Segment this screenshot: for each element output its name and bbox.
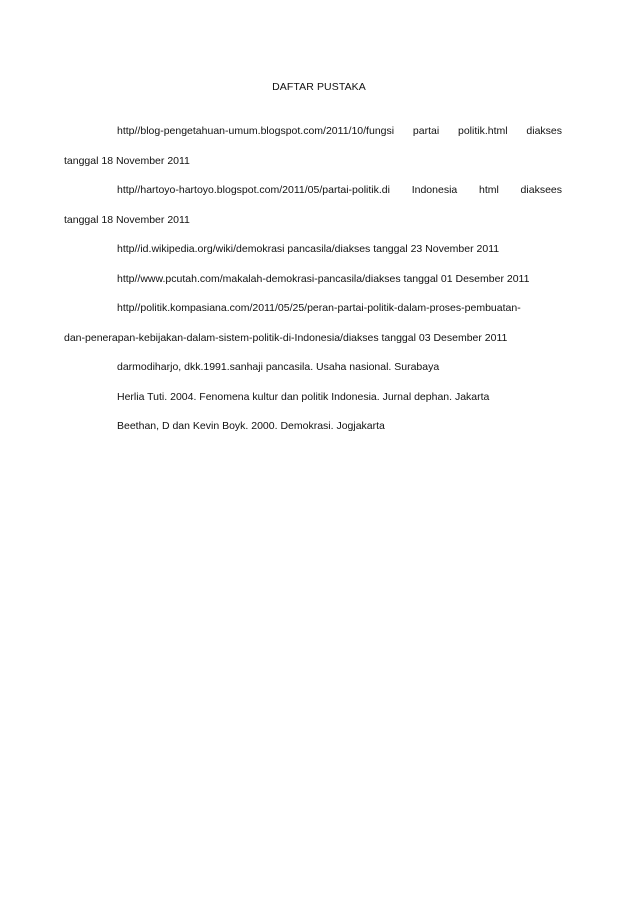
reference-line: darmodiharjo, dkk.1991.sanhaji pancasila. Usaha nasional. Surabaya [117,361,440,373]
reference-line-continuation: tanggal 18 November 2011 [64,154,190,167]
document-title: DAFTAR PUSTAKA [272,81,366,93]
reference-line-continuation: dan-penerapan-kebijakan-dalam-sistem-politik-di-Indonesia/diakses tanggal 03 Desember 2011 [64,331,508,344]
reference-item [64,176,562,235]
reference-item [64,294,562,353]
reference-line: http//blog-pengetahuan-umum.blogspot.com/2011/10/fungsi partai politik.html diakses [117,125,562,137]
reference-line-continuation: tanggal 18 November 2011 [64,213,190,226]
reference-line: http//hartoyo-hartoyo.blogspot.com/2011/05/partai-politik.di Indonesia html diaksees [117,184,562,196]
reference-list [64,117,562,442]
reference-item [64,353,562,383]
reference-line: Herlia Tuti. 2004. Fenomena kultur dan politik Indonesia. Jurnal dephan. Jakarta [117,390,490,403]
reference-item [64,383,562,413]
reference-line: http//www.pcutah.com/makalah-demokrasi-pancasila/diakses tanggal 01 Desember 2011 [117,272,530,285]
reference-item [64,265,562,295]
reference-item [64,117,562,176]
reference-item [64,412,562,442]
reference-line: http//politik.kompasiana.com/2011/05/25/peran-partai-politik-dalam-proses-pembuatan- [117,302,521,314]
reference-line: Beethan, D dan Kevin Boyk. 2000. Demokrasi. Jogjakarta [117,420,385,432]
reference-item [64,235,562,265]
reference-line: http//id.wikipedia.org/wiki/demokrasi pancasila/diakses tanggal 23 November 2011 [117,243,500,255]
